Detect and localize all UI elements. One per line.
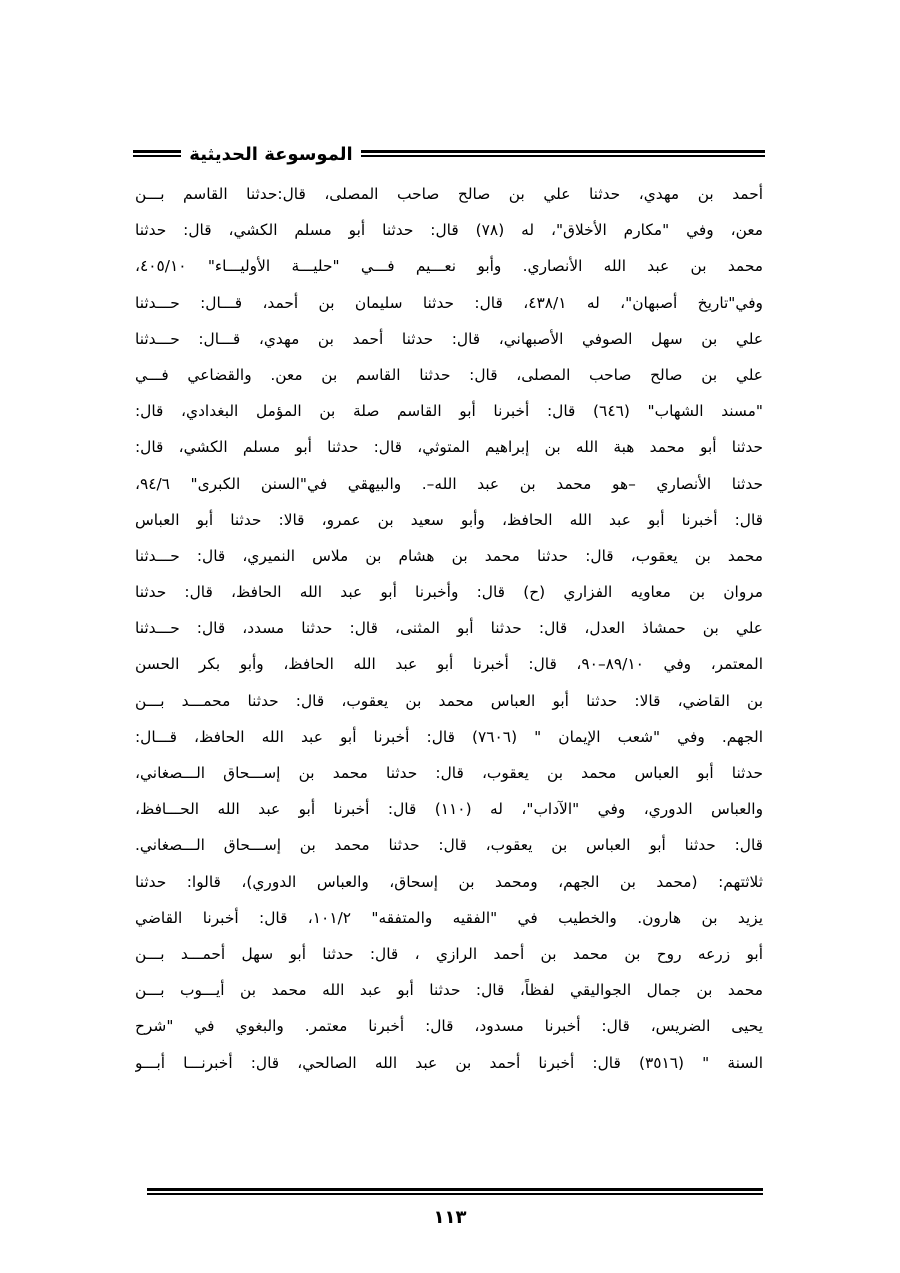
text-line: قال: حدثنا أبو العباس بن يعقوب، قال: حدثنا محمد بن إســـحاق الـــصغاني. bbox=[135, 836, 763, 855]
header-title: الموسوعة الحديثية bbox=[189, 144, 353, 165]
text-line: ثلاثتهم: (محمد بن الجهم، ومحمد بن إسحاق، والعباس الدوري)، قالوا: حدثنا bbox=[135, 872, 763, 891]
running-header bbox=[133, 142, 765, 168]
text-line: حدثنا أبو محمد هبة الله بن إبراهيم المتوثي، قال: حدثنا أبو مسلم الكشي، قال: bbox=[135, 438, 763, 457]
body-text bbox=[135, 176, 763, 1081]
text-line: والعباس الدوري، وفي "الآداب"، له (١١٠) قال: أخبرنا أبو عبد الله الحـــافظ، bbox=[135, 800, 763, 819]
footer-rule bbox=[147, 1188, 763, 1195]
text-line: علي بن صالح صاحب المصلى، قال: حدثنا القاسم بن معن. والقضاعي فـــي bbox=[135, 365, 763, 384]
text-line: مروان بن معاويه الفزاري (ح) قال: وأخبرنا أبو عبد الله الحافظ، قال: حدثنا bbox=[135, 583, 763, 602]
header-rule-left bbox=[133, 150, 181, 157]
text-line: أبو زرعه روح بن محمد بن أحمد الرازي ، قال: حدثنا أبو سهل أحمـــد بـــن bbox=[135, 944, 763, 963]
header-rule-right bbox=[361, 150, 765, 157]
text-line: معن، وفي "مكارم الأخلاق"، له (٧٨) قال: حدثنا أبو مسلم الكشي، قال: حدثنا bbox=[135, 221, 763, 240]
text-line: علي بن سهل الصوفي الأصبهاني، قال: حدثنا أحمد بن مهدي، قـــال: حـــدثنا bbox=[135, 329, 763, 348]
text-line: علي بن حمشاذ العدل، قال: حدثنا أبو المثنى، قال: حدثنا مسدد، قال: حـــدثنا bbox=[135, 619, 763, 638]
text-line: الجهم. وفي "شعب الإيمان " (٧٦٠٦) قال: أخبرنا أبو عبد الله الحافظ، قـــال: bbox=[135, 727, 763, 746]
text-line: حدثنا الأنصاري –هو محمد بن عبد الله–. والبيهقي في"السنن الكبرى" ٩٤/٦، bbox=[135, 474, 763, 493]
text-line: السنة " (٣٥١٦) قال: أخبرنا أحمد بن عبد الله الصالحي، قال: أخبرنـــا أبـــو bbox=[135, 1053, 763, 1072]
text-line: يحيى الضريس، قال: أخبرنا مسدود، قال: أخبرنا معتمر. والبغوي في "شرح bbox=[135, 1017, 763, 1036]
text-line: "مسند الشهاب" (٦٤٦) قال: أخبرنا أبو القاسم صلة بن المؤمل البغدادي، قال: bbox=[135, 402, 763, 421]
text-line: محمد بن جمال الجواليقي لفظاً، قال: حدثنا أبو عبد الله محمد بن أيـــوب بـــن bbox=[135, 981, 763, 1000]
text-line: بن القاضي، قالا: حدثنا أبو العباس محمد بن يعقوب، قال: حدثنا محمـــد بـــن bbox=[135, 691, 763, 710]
text-line: المعتمر، وفي ٨٩/١٠–٩٠، قال: أخبرنا أبو عبد الله الحافظ، وأبو بكر الحسن bbox=[135, 655, 763, 674]
text-line: قال: أخبرنا أبو عبد الله الحافظ، وأبو سعيد بن عمرو، قالا: حدثنا أبو العباس bbox=[135, 510, 763, 529]
text-line: أحمد بن مهدي، حدثنا علي بن صالح صاحب المصلى، قال:حدثنا القاسم بـــن bbox=[135, 185, 763, 203]
text-line: محمد بن يعقوب، قال: حدثنا محمد بن هشام بن ملاس النميري، قال: حـــدثنا bbox=[135, 546, 763, 565]
text-line: محمد بن عبد الله الأنصاري. وأبو نعـــيم فـــي "حليـــة الأوليـــاء" ٤٠٥/١٠، bbox=[135, 257, 763, 276]
page-number: ١١٣ bbox=[433, 1207, 467, 1228]
text-line: وفي"تاريخ أصبهان"، له ٤٣٨/١، قال: حدثنا سليمان بن أحمد، قـــال: حـــدثنا bbox=[135, 293, 763, 312]
text-line: يزيد بن هارون. والخطيب في "الفقيه والمتفقه" ١٠١/٢، قال: أخبرنا القاضي bbox=[135, 908, 763, 927]
text-line: حدثنا أبو العباس محمد بن يعقوب، قال: حدثنا محمد بن إســـحاق الـــصغاني، bbox=[135, 764, 763, 782]
